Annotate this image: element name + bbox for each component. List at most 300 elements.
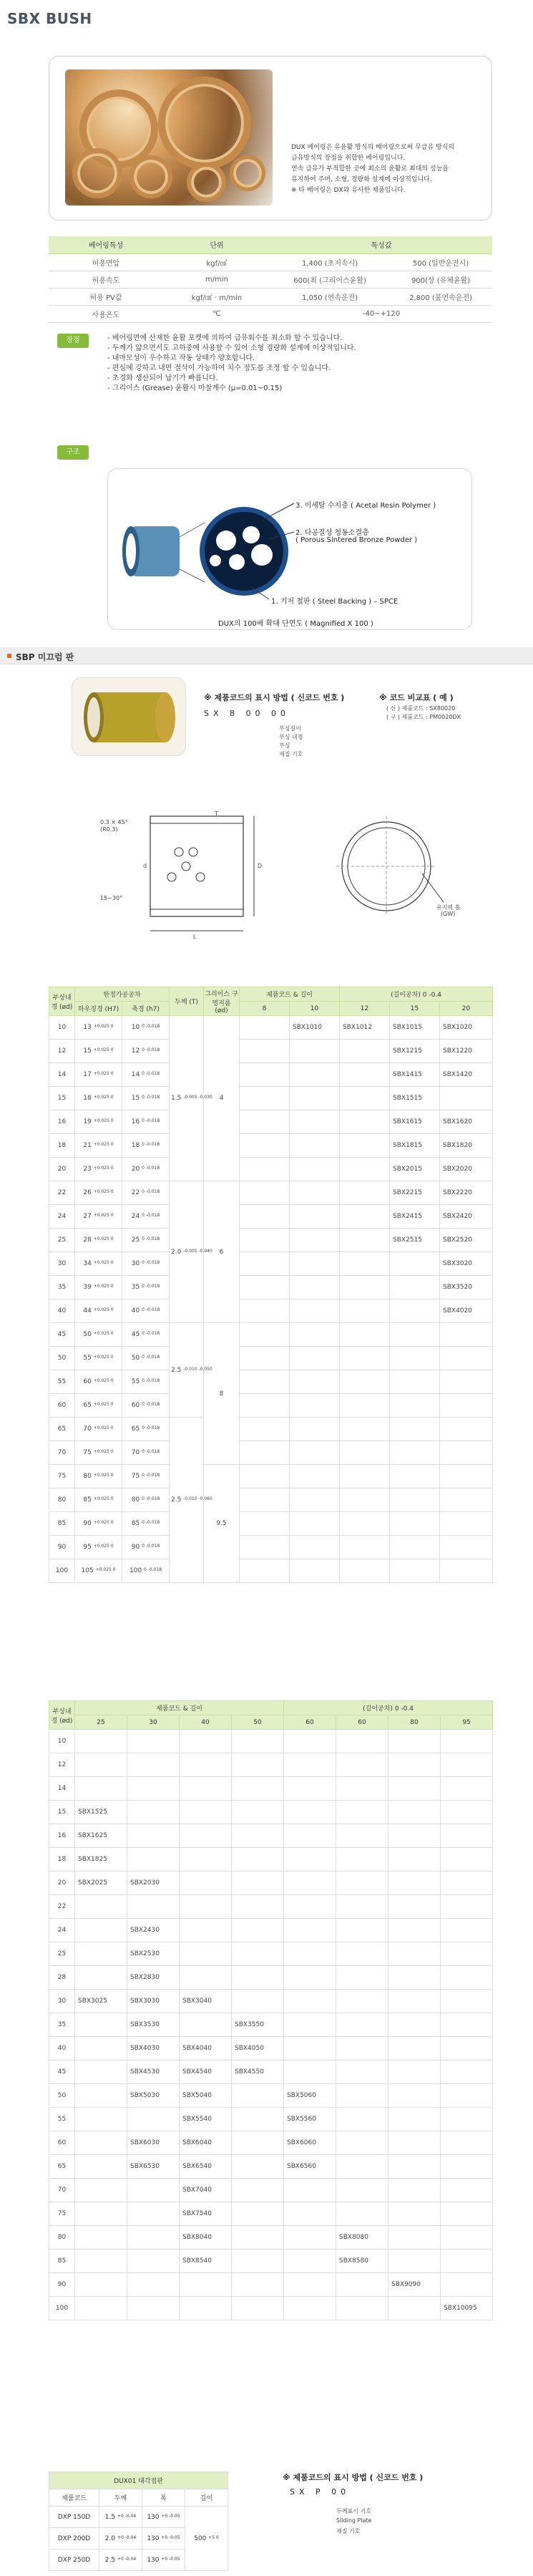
- shaft-value: 16: [131, 1118, 140, 1125]
- code-cell: [390, 1418, 440, 1441]
- shaft-value: 24: [131, 1213, 140, 1220]
- bore-cell: 75: [49, 2202, 75, 2226]
- housing-cell: [75, 1229, 122, 1252]
- code2-part: SX: [290, 2487, 309, 2497]
- code-cell: [284, 1777, 336, 1801]
- bore-cell: 30: [49, 1990, 75, 2013]
- table-row: [49, 1801, 493, 1824]
- housing-cell: [75, 1252, 122, 1276]
- code-cell: SBX3025: [75, 1990, 127, 2013]
- code-cell: [340, 1181, 390, 1205]
- code-cell: [340, 1158, 390, 1181]
- code-cell: SBX2025: [75, 1872, 127, 1895]
- code-cell: [232, 2297, 284, 2320]
- shaft-tol: 0 -0.018: [142, 1024, 160, 1029]
- dxp-length-tol: +5 0: [208, 2534, 219, 2540]
- code-cell: [340, 1418, 390, 1441]
- code-cell: [232, 1848, 284, 1872]
- code-cell: [388, 1990, 441, 2013]
- code-cell: SBX2515: [390, 1229, 440, 1252]
- code-cell: [232, 1919, 284, 1942]
- shaft-tol: 0 -0.018: [142, 1118, 160, 1123]
- code-cell: [75, 1942, 127, 1966]
- table-row: [49, 1536, 493, 1559]
- housing-tol: +0.025 0: [93, 1118, 114, 1123]
- bore-cell: 30: [49, 1252, 75, 1276]
- code-cell: [127, 1777, 180, 1801]
- structure-diagram: [108, 469, 473, 631]
- table-row: [49, 1418, 493, 1441]
- code-cell: SBX8540: [180, 2250, 232, 2273]
- housing-cell: [75, 1063, 122, 1087]
- code-cell: [290, 1134, 340, 1158]
- shaft-cell: [122, 1229, 170, 1252]
- bore-cell: 28: [49, 1966, 75, 1990]
- code-cell: SBX2520: [440, 1229, 493, 1252]
- housing-tol: +0.025 0: [93, 1520, 114, 1525]
- housing-tol: +0.025 0: [93, 1378, 114, 1383]
- code-cell: [340, 1252, 390, 1276]
- shaft-value: 18: [131, 1142, 140, 1149]
- spec-row: [49, 305, 492, 322]
- code-cell: SBX2530: [127, 1942, 180, 1966]
- dxp-row: [49, 2507, 228, 2528]
- hero-line: 연속 급유가 부적합한 곳에 최소의 윤활로 최대의 성능을: [291, 165, 449, 173]
- shaft-cell: [122, 1252, 170, 1276]
- shaft-cell: [122, 1181, 170, 1205]
- table-row: [49, 2131, 493, 2155]
- housing-value: 44: [83, 1307, 92, 1314]
- size-table-1: [49, 987, 493, 1583]
- code-cell: [240, 1181, 290, 1205]
- col-length: 95: [441, 1715, 493, 1730]
- bore-cell: 35: [49, 2013, 75, 2037]
- code-cell: [240, 1134, 290, 1158]
- shaft-cell: [122, 1488, 170, 1512]
- code-cell: [180, 1872, 232, 1895]
- shaft-tol: 0 -0.018: [142, 1260, 160, 1265]
- code-cell: [75, 2226, 127, 2250]
- code-cell: [290, 1347, 340, 1370]
- code-cell: SBX1815: [390, 1134, 440, 1158]
- code-parts: [204, 709, 290, 718]
- shaft-tol: 0 -0.018: [142, 1189, 160, 1194]
- housing-cell: [75, 1276, 122, 1299]
- code-cell: [388, 2202, 441, 2226]
- housing-value: 39: [83, 1284, 92, 1291]
- col-length: 60: [284, 1715, 336, 1730]
- dxp-thick-tol: +0 -0.04: [117, 2513, 137, 2519]
- code-cell: [232, 2273, 284, 2297]
- bore-cell: 20: [49, 1872, 75, 1895]
- table-row: [49, 1872, 493, 1895]
- code-cell: [340, 1276, 390, 1299]
- code-cell: [290, 1229, 340, 1252]
- code-cell: [284, 2037, 336, 2061]
- col-length: 40: [180, 1715, 232, 1730]
- code-cell: [180, 1848, 232, 1872]
- bore-cell: 35: [49, 1276, 75, 1299]
- code-cell: [232, 1942, 284, 1966]
- code-cell: [75, 2250, 127, 2273]
- spec-cell: 500 (일반운전시): [389, 253, 492, 271]
- code-cell: [75, 2297, 127, 2320]
- code-cell: [336, 1966, 388, 1990]
- code-cell: [75, 1777, 127, 1801]
- bore-cell: 60: [49, 2131, 75, 2155]
- code-cell: [240, 1370, 290, 1394]
- shaft-value: 15: [131, 1095, 140, 1102]
- shaft-tol: 0 -0.018: [142, 1378, 160, 1383]
- code-cell: [340, 1559, 390, 1583]
- housing-cell: [75, 1040, 122, 1063]
- code-cell: [290, 1181, 340, 1205]
- code-cell: SBX1525: [75, 1801, 127, 1824]
- col-length: 20: [440, 1002, 493, 1016]
- code-cell: [284, 1848, 336, 1872]
- code-cell: [240, 1418, 290, 1441]
- code-cell: [336, 2179, 388, 2202]
- housing-cell: [75, 1134, 122, 1158]
- code-cell: SBX5030: [127, 2084, 180, 2108]
- grease-cell: 6: [204, 1181, 240, 1323]
- code-cell: SBX4550: [232, 2061, 284, 2084]
- code-cell: [340, 1087, 390, 1110]
- code-cell: [284, 1730, 336, 1753]
- code-cell: [232, 2131, 284, 2155]
- code-cell: [290, 1323, 340, 1347]
- table-row: [49, 2155, 493, 2179]
- col-thickness: 두께 (T): [170, 987, 204, 1016]
- hero-line: 금유방식의 장점을 취합한 베어링입니다.: [291, 155, 406, 162]
- code-cell: [284, 2273, 336, 2297]
- dxp-width: [142, 2550, 185, 2571]
- code-cell: [388, 2131, 441, 2155]
- code-cell: [284, 2297, 336, 2320]
- code-cell: [336, 2297, 388, 2320]
- code-cell: [290, 1110, 340, 1134]
- shaft-cell: [122, 1441, 170, 1465]
- housing-tol: +0.025 0: [93, 1189, 114, 1194]
- code-cell: [240, 1394, 290, 1418]
- table-row: [49, 1370, 493, 1394]
- code-cell: SBX1620: [440, 1110, 493, 1134]
- compare-item: ( 구 ) 제품코드 : PM0020DX: [386, 714, 461, 720]
- code-cell: SBX5560: [284, 2108, 336, 2131]
- dxp-width-tol: +0 -0.05: [161, 2534, 180, 2540]
- code-cell: SBX6560: [284, 2155, 336, 2179]
- housing-cell: [75, 1299, 122, 1323]
- code-cell: [240, 1205, 290, 1229]
- table-row: [49, 2179, 493, 2202]
- hero-line: 유지하여 주며, 소형, 경량화 설계에 이상적입니다.: [291, 176, 432, 183]
- bore-cell: 55: [49, 1370, 75, 1394]
- housing-tol: +0.025 0: [93, 1544, 114, 1549]
- code-cell: SBX5060: [284, 2084, 336, 2108]
- housing-cell: [75, 1347, 122, 1370]
- shaft-tol: 0 -0.018: [142, 1307, 160, 1312]
- shaft-value: 100: [129, 1567, 142, 1574]
- housing-tol: +0.025 0: [93, 1166, 114, 1171]
- housing-value: 95: [83, 1544, 92, 1551]
- bore-cell: 16: [49, 1110, 75, 1134]
- table-row: [49, 1966, 493, 1990]
- code-cell: SBX2430: [127, 1919, 180, 1942]
- housing-value: 60: [83, 1378, 92, 1385]
- code-cell: [388, 2084, 441, 2108]
- code-cell: [340, 1134, 390, 1158]
- table-row: [49, 1919, 493, 1942]
- code2-item: 재질 기호: [336, 2528, 361, 2534]
- spec-cell: -40~+120: [270, 305, 492, 322]
- code-cell: [441, 2108, 493, 2131]
- hero-line: ※ 타 베어링은 DX와 유사한 제품입니다.: [291, 187, 406, 194]
- code-cell: [390, 1323, 440, 1347]
- code-cell: [127, 1895, 180, 1919]
- code-cell: SBX4030: [127, 2037, 180, 2061]
- table-row: [49, 1895, 493, 1919]
- code-cell: [441, 1990, 493, 2013]
- code-cell: [240, 1229, 290, 1252]
- feature-item: - 두께가 얇으면서도 고하중에 사용할 수 있어 소형 경량화 설계에 이상적입니다.: [107, 344, 356, 352]
- housing-tol: +0.025 0: [93, 1355, 114, 1360]
- code-cell: SBX1615: [390, 1110, 440, 1134]
- code-cell: [390, 1252, 440, 1276]
- spec-row: [49, 253, 492, 271]
- bore-cell: 100: [49, 2297, 75, 2320]
- table-row: [49, 1753, 493, 1777]
- bore-cell: 12: [49, 1040, 75, 1063]
- code-cell: [336, 2061, 388, 2084]
- shaft-value: 65: [131, 1425, 140, 1433]
- code-cell: [440, 1441, 493, 1465]
- shaft-cell: [122, 1347, 170, 1370]
- code-cell: [180, 2273, 232, 2297]
- code-cell: [441, 1919, 493, 1942]
- code-cell: [232, 2084, 284, 2108]
- housing-value: 75: [83, 1449, 92, 1456]
- bore-cell: 100: [49, 1559, 75, 1583]
- housing-tol: +0.025 0: [93, 1307, 114, 1312]
- code-cell: [284, 1801, 336, 1824]
- code-cell: [232, 1895, 284, 1919]
- grease-cell: 9.5: [204, 1465, 240, 1583]
- code-cell: [232, 1824, 284, 1848]
- code-cell: [388, 2013, 441, 2037]
- bore-cell: 45: [49, 2061, 75, 2084]
- code-cell: [240, 1559, 290, 1583]
- shaft-cell: [122, 1394, 170, 1418]
- code2-item: Sliding Plate: [336, 2517, 372, 2524]
- code-cell: [290, 1252, 340, 1276]
- code-cell: [232, 1777, 284, 1801]
- code-cell: [180, 1919, 232, 1942]
- shaft-tol: 0 -0.018: [142, 1047, 160, 1052]
- housing-tol: +0.025 0: [93, 1496, 114, 1501]
- dxp-code: DXP 150D: [49, 2507, 99, 2528]
- shaft-value: 20: [131, 1166, 140, 1173]
- dxp-thick-value: 2.0: [104, 2534, 116, 2542]
- dxp-thick: [99, 2550, 142, 2571]
- bore-cell: 90: [49, 1536, 75, 1559]
- thickness-label: T: [215, 810, 218, 817]
- length-label: L: [193, 934, 197, 940]
- length-tol-value: 0 -0.4: [394, 1705, 414, 1713]
- code-cell: [441, 1942, 493, 1966]
- code-cell: SBX6040: [180, 2131, 232, 2155]
- table-row: [49, 1252, 493, 1276]
- shaft-cell: [122, 1418, 170, 1441]
- shaft-value: 75: [131, 1473, 140, 1480]
- code-cell: [390, 1299, 440, 1323]
- code-cell: [180, 1730, 232, 1753]
- code-cell: [284, 1990, 336, 2013]
- code-cell: [441, 2202, 493, 2226]
- housing-value: 23: [83, 1166, 92, 1173]
- code-cell: [340, 1394, 390, 1418]
- code-cell: [232, 2226, 284, 2250]
- table-row: [49, 2108, 493, 2131]
- thickness-cell: [170, 1323, 212, 1418]
- table-row: [49, 2061, 493, 2084]
- code-cell: [284, 2250, 336, 2273]
- code-cell: SBX4530: [127, 2061, 180, 2084]
- code-cell: [440, 1488, 493, 1512]
- shaft-value: 70: [131, 1449, 140, 1456]
- spec-header: 단위: [163, 236, 270, 253]
- housing-tol: +0.025 0: [93, 1260, 114, 1265]
- code-cell: [232, 1966, 284, 1990]
- code-cell: [127, 2297, 180, 2320]
- code-cell: [441, 2013, 493, 2037]
- thickness-value: 1.5: [171, 1095, 182, 1102]
- bore-cell: 20: [49, 1158, 75, 1181]
- feature-tag: 장점: [57, 334, 89, 348]
- section-bar: [0, 647, 533, 664]
- code-cell: [441, 1966, 493, 1990]
- housing-value: 21: [83, 1142, 92, 1149]
- shaft-cell: [122, 1559, 170, 1583]
- code-cell: [240, 1063, 290, 1087]
- spec-cell: 허용 PV값: [49, 288, 163, 305]
- table-row: [49, 1299, 493, 1323]
- housing-cell: [75, 1323, 122, 1347]
- housing-tol: +0.025 0: [93, 1284, 114, 1289]
- code-cell: [340, 1488, 390, 1512]
- code-cell: [127, 2226, 180, 2250]
- code-cell: [180, 1966, 232, 1990]
- shaft-cell: [122, 1134, 170, 1158]
- housing-cell: [75, 1110, 122, 1134]
- housing-value: 28: [83, 1236, 92, 1244]
- table-row: [49, 1158, 493, 1181]
- dxp-thick: [99, 2528, 142, 2550]
- structure-caption: DUX의 100배 확대 단면도 ( Magnified X 100 ): [218, 620, 373, 628]
- table-row: [49, 1040, 493, 1063]
- code-cell: SBX2015: [390, 1158, 440, 1181]
- code-cell: [336, 2202, 388, 2226]
- code-cell: SBX1415: [390, 1063, 440, 1087]
- code-cell: [340, 1323, 390, 1347]
- code-cell: SBX1012: [340, 1016, 390, 1040]
- code-cell: [284, 1872, 336, 1895]
- spec-cell: 사용온도: [49, 305, 163, 322]
- thickness-cell: [170, 1181, 212, 1323]
- angle-label: 15~30°: [100, 895, 123, 901]
- code-cell: [441, 2061, 493, 2084]
- layer-acetal: 3. 이세탈 수지층 ( Acetal Resin Polymer ): [295, 502, 436, 510]
- code-cell: SBX3550: [232, 2013, 284, 2037]
- housing-cell: [75, 1087, 122, 1110]
- col-code: 제품코드 & 길이: [240, 987, 340, 1002]
- spec-cell: 허용속도: [49, 271, 163, 288]
- code-cell: [284, 2061, 336, 2084]
- housing-cell: [75, 1418, 122, 1441]
- table-row: [49, 1848, 493, 1872]
- code-cell: [180, 1801, 232, 1824]
- code-cell: SBX1015: [390, 1016, 440, 1040]
- grease-cell: 8: [204, 1323, 240, 1465]
- shaft-cell: [122, 1158, 170, 1181]
- shaft-value: 14: [131, 1071, 140, 1078]
- table-row: [49, 1824, 493, 1848]
- shaft-cell: [122, 1205, 170, 1229]
- code-cell: [232, 1872, 284, 1895]
- shaft-value: 45: [131, 1331, 140, 1338]
- housing-tol: +0.025 0: [93, 1071, 114, 1076]
- dxp-width-value: 130: [147, 2556, 160, 2564]
- feature-list: [107, 334, 479, 394]
- code-cell: [127, 1848, 180, 1872]
- col-length-tol: [284, 1701, 493, 1715]
- code-cell: [240, 1536, 290, 1559]
- code-cell: SBX7540: [180, 2202, 232, 2226]
- shaft-cell: [122, 1276, 170, 1299]
- housing-value: 80: [83, 1473, 92, 1480]
- code-cell: [127, 2250, 180, 2273]
- code-cell: [180, 2013, 232, 2037]
- code-cell: SBX4540: [180, 2061, 232, 2084]
- code-cell: [127, 2273, 180, 2297]
- code-cell: [75, 1895, 127, 1919]
- code-cell: [240, 1347, 290, 1370]
- housing-value: 70: [83, 1425, 92, 1433]
- code-item: 부싱: [279, 742, 290, 749]
- code-cell: [390, 1347, 440, 1370]
- housing-value: 105: [81, 1567, 94, 1574]
- code2-part: P: [316, 2487, 325, 2497]
- spec-header: 베어링특성: [49, 236, 163, 253]
- shaft-tol: 0 -0.018: [142, 1402, 160, 1407]
- code-cell: [180, 1777, 232, 1801]
- code-cell: [340, 1465, 390, 1488]
- code-cell: [284, 1895, 336, 1919]
- bore-cell: 22: [49, 1895, 75, 1919]
- thickness-cell: [170, 1016, 212, 1181]
- code-cell: [388, 1848, 441, 1872]
- housing-tol: +0.025 0: [93, 1236, 114, 1241]
- dxp-width-tol: +0 -0.05: [161, 2556, 180, 2562]
- page-title: SBX BUSH: [7, 10, 92, 27]
- housing-value: 34: [83, 1260, 92, 1267]
- code-cell: [75, 2179, 127, 2202]
- bore-cell: 15: [49, 1087, 75, 1110]
- code-cell: [127, 2179, 180, 2202]
- code-cell: [284, 1942, 336, 1966]
- code-cell: SBX6030: [127, 2131, 180, 2155]
- code-cell: [388, 2226, 441, 2250]
- code-cell: [75, 2084, 127, 2108]
